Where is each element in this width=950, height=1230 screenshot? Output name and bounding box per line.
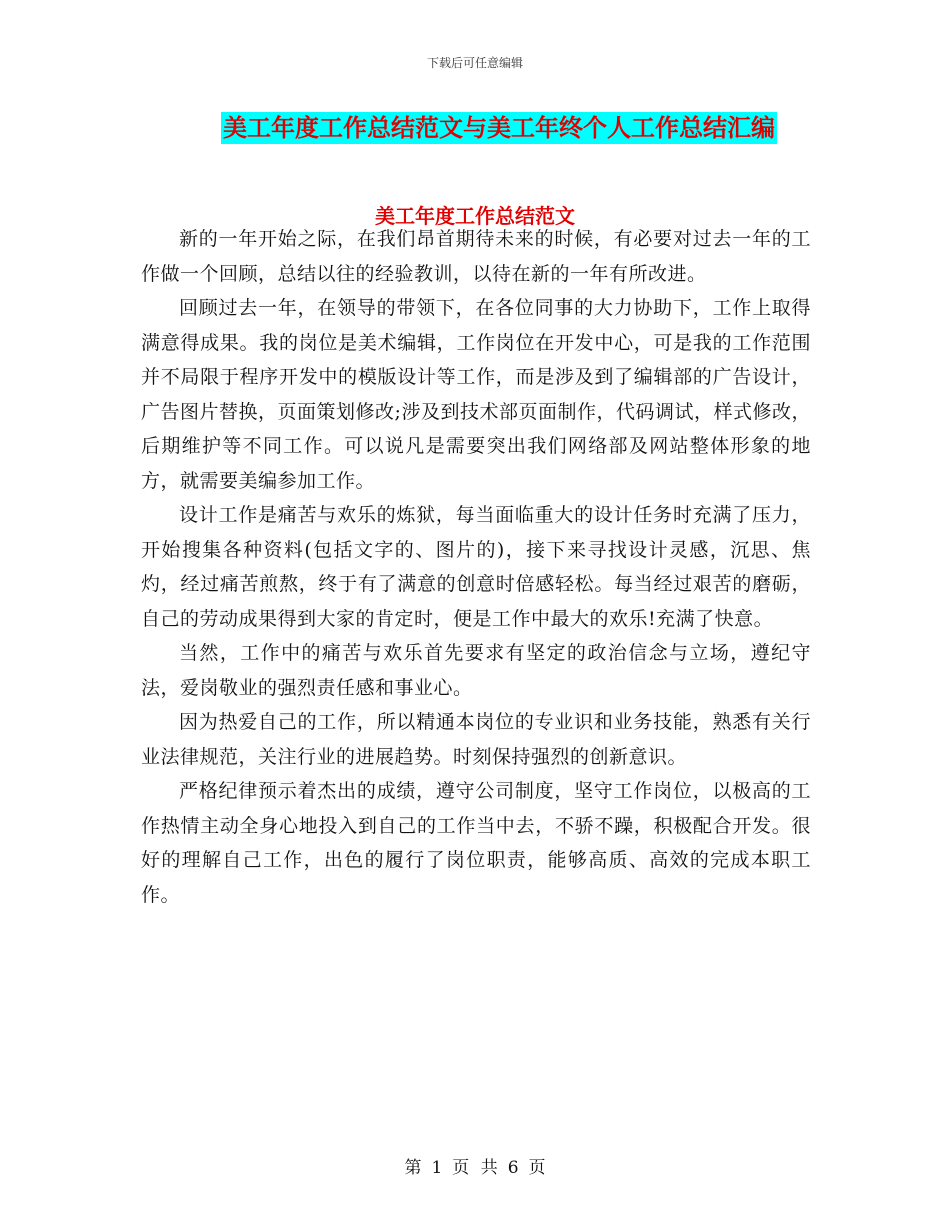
paragraph-6: 严格纪律预示着杰出的成绩，遵守公司制度，坚守工作岗位，以极高的工作热情主动全身心地投入到自己的工作当中去，不骄不躁，积极配合开发。很好的理解自己工作，出色的履行了岗位职责，能够高质、高效的完成本职工作。 xyxy=(141,780,811,906)
document-body xyxy=(141,222,811,912)
header-note: 下载后可任意编辑 xyxy=(426,56,523,70)
document-title: 美工年度工作总结范文与美工年终个人工作总结汇编 xyxy=(223,114,775,142)
footer-total-pages: 6 xyxy=(507,1158,519,1178)
paragraph-5: 因为热爱自己的工作，所以精通本岗位的专业识和业务技能，熟悉有关行业法律规范，关注行业的进展趋势。时刻保持强烈的创新意识。 xyxy=(141,711,811,768)
page-footer xyxy=(0,1153,950,1178)
section-title: 美工年度工作总结范文 xyxy=(375,204,575,228)
footer-prefix: 第 xyxy=(404,1158,422,1178)
title-container xyxy=(0,112,950,144)
paragraph-3: 设计工作是痛苦与欢乐的炼狱，每当面临重大的设计任务时充满了压力，开始搜集各种资料(包括文字的、图片的)，接下来寻找设计灵感，沉思、焦灼，经过痛苦煎熬，终于有了满意的创意时倍感轻松。每当经过艰苦的磨砺，自己的劳动成果得到大家的肯定时，便是工作中最大的欢乐!充满了快意。 xyxy=(141,504,811,630)
paragraph-4: 当然，工作中的痛苦与欢乐首先要求有坚定的政治信念与立场，遵纪守法，爱岗敬业的强烈责任感和事业心。 xyxy=(141,642,811,699)
paragraph-1: 新的一年开始之际，在我们昂首期待未来的时候，有必要对过去一年的工作做一个回顾，总结以往的经验教训，以待在新的一年有所改进。 xyxy=(141,228,811,285)
footer-middle: 页 共 xyxy=(452,1158,498,1178)
footer-suffix: 页 xyxy=(528,1158,546,1178)
footer-current-page: 1 xyxy=(431,1158,443,1178)
paragraph-2: 回顾过去一年，在领导的带领下，在各位同事的大力协助下，工作上取得满意得成果。我的岗位是美术编辑，工作岗位在开发中心，可是我的工作范围并不局限于程序开发中的模版设计等工作，而是涉及到了编辑部的广告设计，广告图片替换，页面策划修改;涉及到技术部页面制作，代码调试，样式修改，后期维护等不同工作。可以说凡是需要突出我们网络部及网站整体形象的地方，就需要美编参加工作。 xyxy=(141,297,811,492)
